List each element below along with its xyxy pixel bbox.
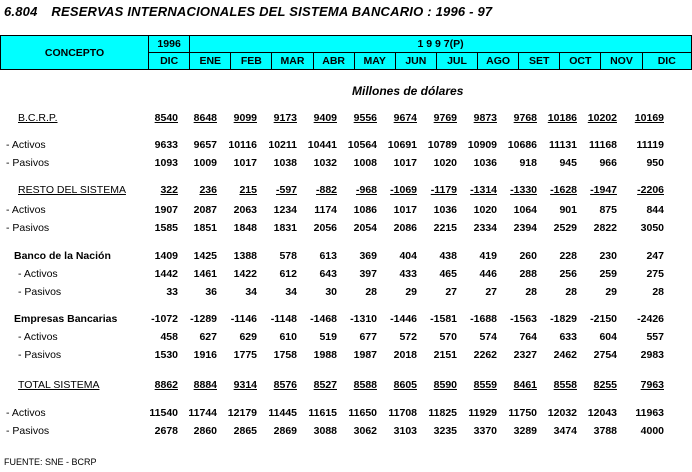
value-cell: 8605 [393,379,417,391]
value-cell: 2869 [273,425,297,437]
value-cell: 10564 [347,139,377,151]
value-cell: 260 [519,250,537,262]
value-cell: -2150 [590,313,617,325]
header-month: JUN [395,53,436,70]
value-cell: 557 [646,331,664,343]
value-cell: 3050 [640,222,664,234]
value-cell: 10691 [387,139,417,151]
value-cell: 1036 [433,204,457,216]
value-cell: 1831 [273,222,297,234]
header-month: MAR [272,53,313,70]
value-cell: 9099 [233,112,257,124]
value-cell: 2327 [513,349,537,361]
table-row [0,407,692,421]
value-cell: 7963 [640,379,664,391]
section-label: TOTAL SISTEMA [18,379,100,391]
value-cell: 629 [239,331,257,343]
value-cell: 11825 [428,407,457,419]
subsection-label: Empresas Bancarias [14,313,118,325]
value-cell: -1069 [390,184,417,196]
value-cell: 2087 [193,204,217,216]
section-label: B.C.R.P. [18,112,58,124]
value-cell: 1758 [273,349,297,361]
value-cell: 3474 [553,425,577,437]
value-cell: 1425 [193,250,217,262]
value-cell: 11708 [388,407,417,419]
value-cell: -1310 [350,313,377,325]
value-cell: 11119 [636,139,664,151]
value-cell: 8461 [513,379,537,391]
table-row [0,157,692,171]
value-cell: 10116 [228,139,257,151]
value-cell: 1461 [193,268,217,280]
value-cell: 9633 [154,139,178,151]
value-cell: -1688 [470,313,497,325]
subitem-label: - Pasivos [18,349,62,361]
value-cell: 3370 [473,425,497,437]
value-cell: 30 [325,286,337,298]
value-cell: 2056 [313,222,337,234]
value-cell: 1017 [393,204,417,216]
value-cell: 643 [319,268,337,280]
item-label: - Pasivos [6,222,50,234]
value-cell: 2215 [433,222,457,234]
subsection-label: Banco de la Nación [14,250,111,262]
value-cell: 1409 [154,250,178,262]
value-cell: 28 [652,286,664,298]
value-cell: 10909 [467,139,497,151]
header-month: MAY [354,53,395,70]
value-cell: 28 [565,286,577,298]
value-cell: 8255 [593,379,617,391]
value-cell: 2151 [433,349,457,361]
table-row [0,349,692,363]
value-cell: 28 [365,286,377,298]
page-title [4,4,492,19]
table-number: 6.804 [4,4,38,19]
value-cell: 3062 [353,425,377,437]
value-cell: 8558 [553,379,577,391]
value-cell: -597 [275,184,297,196]
item-label: - Pasivos [6,425,50,437]
value-cell: 1907 [154,204,178,216]
value-cell: 1064 [513,204,537,216]
value-cell: 1017 [393,157,417,169]
table-row [0,331,692,345]
value-cell: 446 [479,268,497,280]
value-cell: 1987 [353,349,377,361]
value-cell: 28 [525,286,537,298]
value-cell: 9556 [353,112,377,124]
value-cell: 29 [405,286,417,298]
value-cell: -882 [315,184,337,196]
value-cell: 2394 [513,222,537,234]
value-cell: 433 [399,268,417,280]
value-cell: 36 [205,286,217,298]
value-cell: 8648 [193,112,217,124]
header-month: OCT [560,53,601,70]
value-cell: 10686 [507,139,537,151]
header-month: FEB [231,53,272,70]
value-cell: 1008 [353,157,377,169]
value-cell: 2860 [193,425,217,437]
value-cell: 610 [279,331,297,343]
value-cell: 1848 [233,222,257,234]
table-row [0,250,692,264]
value-cell: 1585 [154,222,178,234]
value-cell: 10202 [587,112,617,124]
value-cell: 1234 [273,204,297,216]
value-cell: 1174 [314,204,337,216]
subitem-label: - Pasivos [18,286,62,298]
value-cell: 10789 [427,139,457,151]
value-cell: 230 [599,250,617,262]
value-cell: 1775 [233,349,257,361]
value-cell: 29 [605,286,617,298]
value-cell: 9769 [433,112,457,124]
item-label: - Pasivos [6,157,50,169]
value-cell: 1422 [233,268,257,280]
value-cell: 2018 [393,349,417,361]
value-cell: 1086 [353,204,377,216]
value-cell: 8588 [353,379,377,391]
value-cell: 247 [646,250,664,262]
value-cell: 10186 [547,112,577,124]
value-cell: 950 [646,157,664,169]
header-month: NOV [601,53,642,70]
value-cell: 34 [245,286,257,298]
value-cell: 215 [239,184,257,196]
value-cell: 12179 [227,407,257,419]
value-cell: 9674 [393,112,417,124]
value-cell: 404 [399,250,417,262]
value-cell: -1072 [151,313,178,325]
section-label: RESTO DEL SISTEMA [18,184,126,196]
value-cell: 2529 [553,222,577,234]
value-cell: 2983 [640,349,664,361]
value-cell: 228 [559,250,577,262]
header-month: DIC [149,53,190,70]
value-cell: 519 [319,331,337,343]
value-cell: 8540 [154,112,178,124]
value-cell: 369 [359,250,377,262]
item-label: - Activos [6,139,46,151]
value-cell: 8559 [473,379,497,391]
value-cell: 3235 [433,425,457,437]
value-cell: 9768 [513,112,537,124]
value-cell: 604 [599,331,617,343]
table-row [0,204,692,218]
value-cell: 1032 [313,157,337,169]
value-cell: 11929 [468,407,497,419]
header-year-1996: 1996 [149,36,190,53]
value-cell: 1916 [193,349,217,361]
header-concepto: CONCEPTO [1,36,149,70]
value-cell: 11615 [308,407,337,419]
value-cell: -1581 [430,313,457,325]
value-cell: 12043 [587,407,617,419]
value-cell: 612 [279,268,297,280]
value-cell: 633 [559,331,577,343]
value-cell: 397 [359,268,377,280]
header-year-1997: 1 9 9 7(P) [190,36,692,53]
value-cell: -1179 [430,184,457,196]
header-month: ENE [190,53,231,70]
value-cell: 2262 [473,349,497,361]
source-note: FUENTE: SNE - BCRP [4,457,97,467]
value-cell: 901 [559,204,577,216]
value-cell: -2206 [637,184,664,196]
value-cell: 1020 [433,157,457,169]
value-cell: 1020 [473,204,497,216]
value-cell: 764 [519,331,537,343]
item-label: - Activos [6,204,46,216]
value-cell: -1829 [550,313,577,325]
value-cell: 3103 [393,425,417,437]
value-cell: 1530 [154,349,178,361]
table-row [0,313,692,327]
table-row [0,112,692,126]
value-cell: -1314 [470,184,497,196]
value-cell: 945 [559,157,577,169]
value-cell: 27 [485,286,497,298]
value-cell: 9657 [193,139,217,151]
value-cell: -1146 [230,313,257,325]
subitem-label: - Activos [18,331,58,343]
value-cell: 8884 [193,379,217,391]
value-cell: 236 [199,184,217,196]
value-cell: 288 [519,268,537,280]
table-row [0,268,692,282]
value-cell: 419 [479,250,497,262]
value-cell: 11750 [508,407,537,419]
item-label: - Activos [6,407,46,419]
value-cell: 4000 [640,425,664,437]
value-cell: 438 [439,250,457,262]
value-cell: 10169 [634,112,664,124]
header-month: DIC [642,53,691,70]
value-cell: 10441 [307,139,337,151]
value-cell: 1388 [233,250,257,262]
value-cell: 256 [559,268,577,280]
value-cell: 11540 [149,407,178,419]
value-cell: 627 [199,331,217,343]
value-cell: 9173 [273,112,297,124]
value-cell: 3788 [593,425,617,437]
header-month: JUL [436,53,477,70]
value-cell: 8527 [313,379,337,391]
value-cell: 8576 [273,379,297,391]
value-cell: 458 [160,331,178,343]
value-cell: 33 [166,286,178,298]
table-row [0,184,692,198]
table-row [0,379,692,393]
value-cell: -1563 [510,313,537,325]
value-cell: -1289 [190,313,217,325]
value-cell: 574 [479,331,497,343]
value-cell: 8590 [433,379,457,391]
value-cell: 11445 [268,407,297,419]
value-cell: 11744 [188,407,217,419]
subitem-label: - Activos [18,268,58,280]
value-cell: -1468 [310,313,337,325]
value-cell: -968 [355,184,377,196]
value-cell: 8862 [154,379,178,391]
value-cell: 1442 [154,268,178,280]
value-cell: 11650 [348,407,377,419]
value-cell: 572 [399,331,417,343]
value-cell: 1851 [193,222,217,234]
header-month: ABR [313,53,354,70]
value-cell: 1009 [193,157,217,169]
table-row [0,286,692,300]
value-cell: 465 [439,268,457,280]
value-cell: 275 [646,268,664,280]
value-cell: -1148 [270,313,297,325]
value-cell: 10211 [268,139,297,151]
value-cell: 1988 [313,349,337,361]
value-cell: 2865 [233,425,257,437]
header-month: AGO [478,53,519,70]
value-cell: 11131 [548,139,577,151]
value-cell: 613 [319,250,337,262]
value-cell: 259 [599,268,617,280]
value-cell: -1628 [550,184,577,196]
value-cell: 9314 [233,379,257,391]
value-cell: 2063 [233,204,257,216]
value-cell: 3289 [513,425,537,437]
value-cell: 12032 [547,407,577,419]
value-cell: 11963 [635,407,664,419]
value-cell: 3088 [313,425,337,437]
header-table [0,35,692,70]
value-cell: -1446 [390,313,417,325]
unit-label: Millones de dólares [352,84,464,98]
value-cell: 1093 [154,157,178,169]
value-cell: 2054 [353,222,377,234]
value-cell: 9409 [313,112,337,124]
table-row [0,139,692,153]
value-cell: 2462 [553,349,577,361]
value-cell: 1036 [473,157,497,169]
value-cell: -2426 [637,313,664,325]
value-cell: 34 [285,286,297,298]
value-cell: -1947 [590,184,617,196]
value-cell: 9873 [473,112,497,124]
value-cell: 578 [279,250,297,262]
value-cell: 875 [599,204,617,216]
value-cell: 918 [519,157,537,169]
table-row [0,425,692,439]
value-cell: 1038 [273,157,297,169]
table-title: RESERVAS INTERNACIONALES DEL SISTEMA BANCARIO : 1996 - 97 [51,4,493,19]
value-cell: 966 [599,157,617,169]
value-cell: 2086 [393,222,417,234]
value-cell: 2754 [593,349,617,361]
header-month: SET [519,53,560,70]
value-cell: 1017 [233,157,257,169]
value-cell: 2822 [593,222,617,234]
value-cell: 322 [160,184,178,196]
value-cell: 11168 [588,139,617,151]
value-cell: 2334 [473,222,497,234]
value-cell: 2678 [154,425,178,437]
table-row [0,222,692,236]
value-cell: 677 [359,331,377,343]
value-cell: 27 [445,286,457,298]
value-cell: 570 [439,331,457,343]
value-cell: -1330 [510,184,537,196]
value-cell: 844 [646,204,664,216]
